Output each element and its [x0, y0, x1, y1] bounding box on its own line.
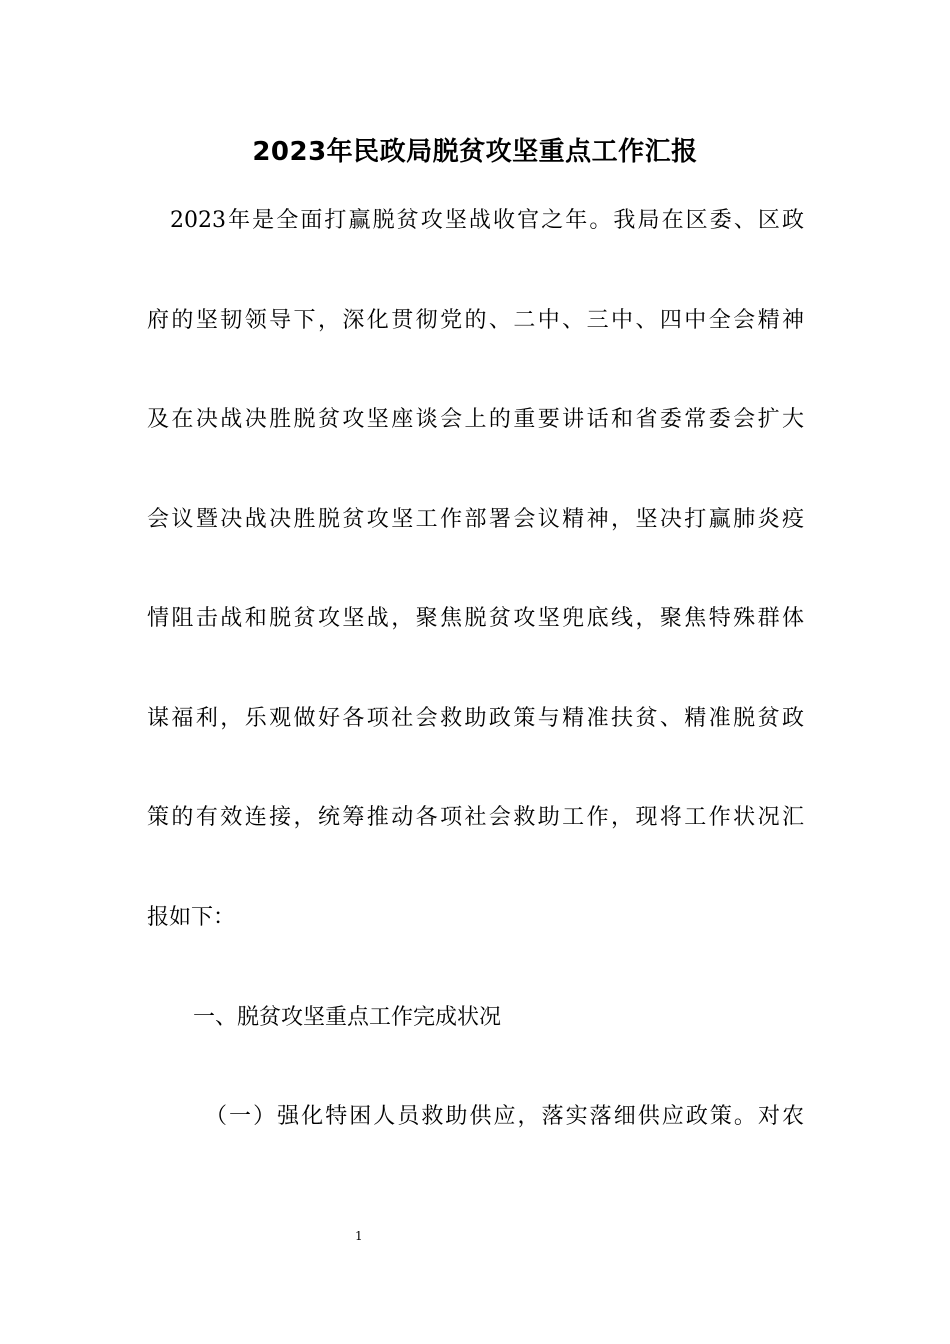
paragraph-line: 及在决战决胜脱贫攻坚座谈会上的重要讲话和省委常委会扩大	[147, 407, 804, 432]
subsection-line: （一）强化特困人员救助供应，落实落细供应政策。对农	[205, 1104, 804, 1129]
section-heading: 一、脱贫攻坚重点工作完成状况	[193, 1005, 502, 1030]
paragraph-line: 策的有效连接，统筹推动各项社会救助工作，现将工作状况汇	[147, 805, 804, 830]
paragraph-line: 2023年是全面打赢脱贫攻坚战收官之年。我局在区委、区政	[170, 208, 804, 233]
page-number: 1	[355, 1229, 363, 1243]
paragraph-line: 府的坚韧领导下，深化贯彻党的、二中、三中、四中全会精神	[147, 308, 804, 333]
paragraph-line: 会议暨决战决胜脱贫攻坚工作部署会议精神，坚决打赢肺炎疫	[147, 507, 804, 532]
paragraph-line: 报如下：	[147, 905, 236, 930]
document-title: 2023年民政局脱贫攻坚重点工作汇报	[252, 137, 698, 167]
paragraph-line: 情阻击战和脱贫攻坚战，聚焦脱贫攻坚兜底线，聚焦特殊群体	[147, 606, 804, 631]
paragraph-line: 谋福利，乐观做好各项社会救助政策与精准扶贫、精准脱贫政	[147, 706, 804, 731]
